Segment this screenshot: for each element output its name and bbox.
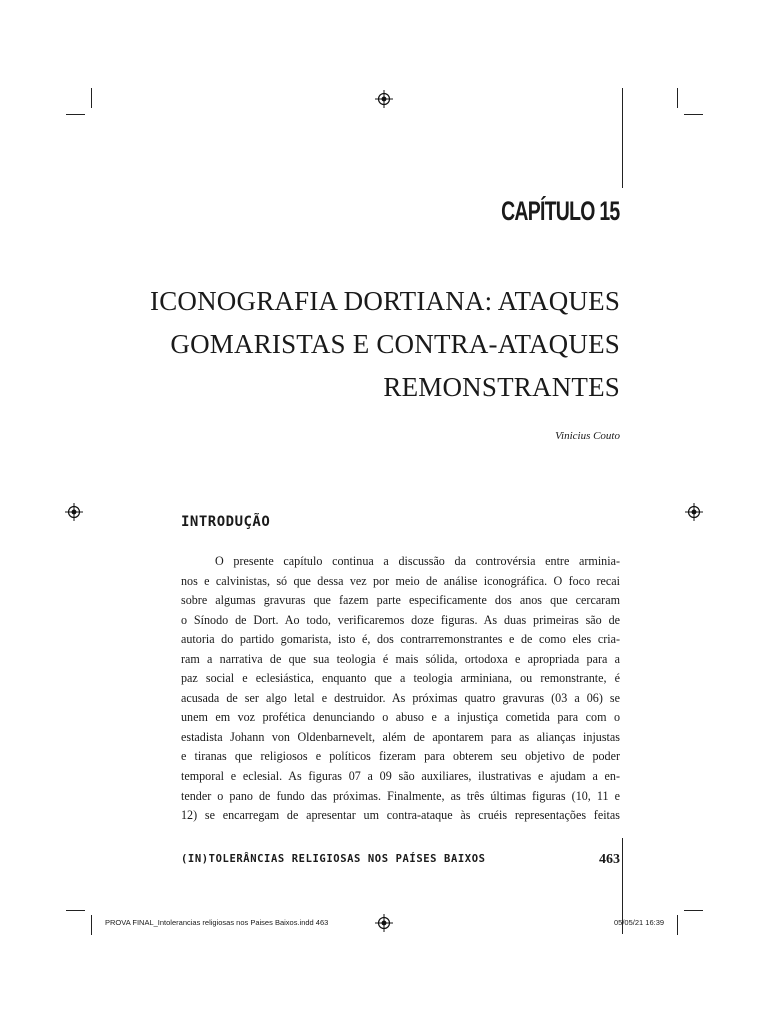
body-line: temporal e eclesial. As figuras 07 a 09 são auxiliares, ilustrativas e ajudam a en- (181, 769, 620, 784)
print-slug-filename: PROVA FINAL_Intolerancias religiosas nos Paises Baixos.indd 463 (105, 918, 329, 927)
crop-mark-top-right-horizontal (684, 114, 703, 115)
crop-mark-bottom-right-horizontal (684, 910, 703, 911)
crop-mark-top-left-horizontal (66, 114, 85, 115)
body-line: estadista Johann von Oldenbarnevelt, além de apontarem para as alianças injustas (181, 729, 620, 744)
crosshair-circle-icon (685, 503, 703, 521)
body-line: o Sínodo de Dort. Ao todo, verificaremos doze figuras. As duas primeiras são de (181, 612, 620, 627)
chapter-title-line: REMONSTRANTES (383, 372, 620, 402)
crop-mark-bottom-right-vertical (677, 915, 678, 935)
crosshair-circle-icon (65, 503, 83, 521)
body-line: paz social e eclesiástica, enquanto que a teologia arminiana, ou remonstrante, é (181, 671, 620, 686)
body-paragraph (181, 552, 620, 826)
chapter-label: CAPÍTULO 15 (501, 196, 620, 226)
page-number: 463 (599, 852, 620, 867)
body-line: acusada de ser algo letal e destruidor. As próximas quatro gravuras (03 a 06) se (181, 690, 620, 705)
crop-mark-bottom-left-vertical (91, 915, 92, 935)
body-line: tender o pano de fundo das próximas. Finalmente, as três últimas figuras (10, 11 e (181, 788, 620, 803)
chapter-title (150, 280, 620, 409)
chapter-title-line: GOMARISTAS E CONTRA-ATAQUES (170, 329, 620, 359)
body-line: nos e calvinistas, só que dessa vez por meio de análise iconográfica. O foco recai (181, 573, 620, 588)
crosshair-circle-icon (375, 90, 393, 108)
body-line: sobre algumas gravuras que fazem parte especificamente dos anos que cercaram (181, 593, 620, 608)
body-line: autoria do partido gomarista, isto é, dos contrarremonstrantes e de como eles cria- (181, 632, 620, 647)
author-name: Vinicius Couto (555, 430, 620, 442)
body-line: ram a narrativa de que sua teologia é mais sólida, ortodoxa e apropriada para a (181, 651, 620, 666)
crosshair-circle-icon (375, 914, 393, 932)
chapter-title-line: ICONOGRAFIA DORTIANA: ATAQUES (150, 286, 621, 316)
crop-mark-top-right-vertical (677, 88, 678, 108)
body-line: 12) se encarregam de apresentar um contra-ataque às cruéis representações feitas (181, 808, 620, 823)
crop-mark-bottom-left-horizontal (66, 910, 85, 911)
body-line: O presente capítulo continua a discussão da controvérsia entre arminia- (215, 554, 620, 568)
body-line: e tiranas que religiosos e políticos fizeram para obterem seu objetivo de poder (181, 749, 620, 764)
section-heading: INTRODUÇÃO (181, 514, 271, 530)
column-rule-top (622, 88, 623, 188)
print-slug-date: 05/05/21 16:39 (614, 918, 665, 927)
crop-mark-top-left-vertical (91, 88, 92, 108)
body-line: unem em voz profética denunciando o abuso e a injustiça cometida para com o (181, 710, 620, 725)
running-footer: (IN)TOLERÂNCIAS RELIGIOSAS NOS PAÍSES BAIXOS (181, 853, 486, 865)
